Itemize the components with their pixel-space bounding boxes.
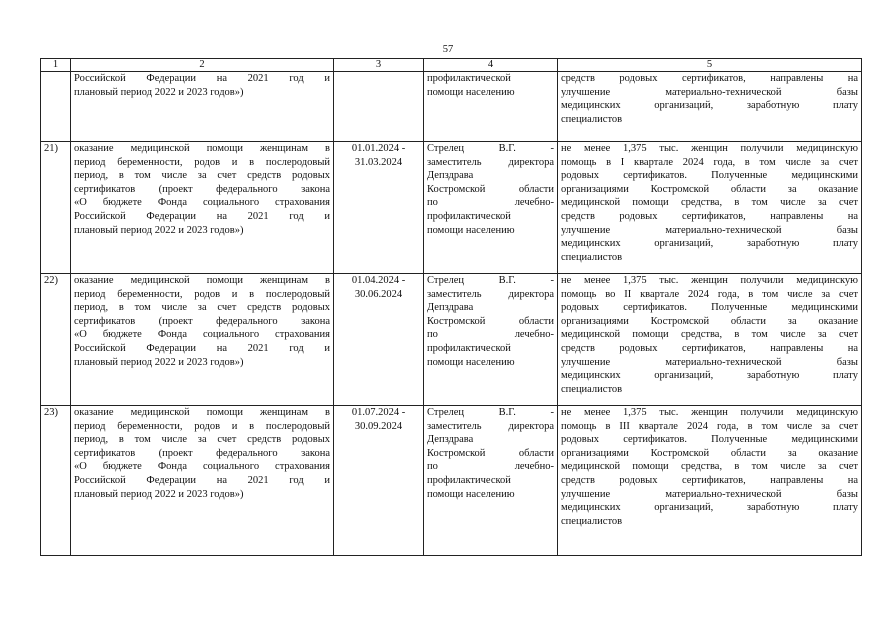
- measure-cell-line: сертификатов (проект федерального закона: [74, 447, 330, 459]
- responsible-cell-line: Депздрава: [427, 302, 474, 314]
- result-cell-line: медицинских организаций, заработную плату: [561, 370, 858, 382]
- result-cell-line: улучшение материально-технической базы: [561, 86, 858, 98]
- responsible-cell-line: по лечебно-: [427, 329, 554, 341]
- responsible-cell-line: Стрелец В.Г. -: [427, 407, 554, 418]
- plan-table: [40, 58, 862, 556]
- result-cell-line: медицинских организаций, заработную плату: [561, 100, 858, 112]
- measure-cell-line: оказание медицинской помощи женщинам в: [74, 143, 330, 154]
- measure-cell-line: Российской Федерации на 2021 год и: [74, 474, 330, 486]
- result-cell: [558, 274, 862, 406]
- measure-cell-line: оказание медицинской помощи женщинам в: [74, 407, 330, 418]
- measure-cell-line: «О бюджете Фонда социального страхования: [74, 197, 330, 209]
- result-cell-line: организациями Костромской области за оказание: [561, 315, 858, 327]
- measure-cell-line: период беременности, родов и в послеродовый: [74, 420, 330, 432]
- measure-cell-line: плановый период 2022 и 2023 годов»): [74, 224, 244, 236]
- measure-cell-line: Российской Федерации на 2021 год и: [74, 210, 330, 222]
- measure-cell-line: плановый период 2022 и 2023 годов»): [74, 356, 244, 368]
- measure-cell: [71, 406, 334, 556]
- result-cell-line: организациями Костромской области за оказание: [561, 447, 858, 459]
- header-col-2: 2: [71, 59, 334, 72]
- result-cell: [558, 406, 862, 556]
- period-cell-line: 01.01.2024 -: [351, 143, 406, 154]
- row-number: [41, 72, 71, 142]
- result-cell-line: улучшение материально-технической базы: [561, 224, 858, 236]
- result-cell-line: улучшение материально-технической базы: [561, 356, 858, 368]
- header-col-5: 5: [558, 59, 862, 72]
- responsible-cell-line: Депздрава: [427, 170, 474, 182]
- responsible-cell-line: Костромской области: [427, 183, 554, 195]
- measure-cell-line: сертификатов (проект федерального закона: [74, 315, 330, 327]
- responsible-cell: [424, 142, 558, 274]
- responsible-cell-line: Костромской области: [427, 447, 554, 459]
- responsible-cell-line: по лечебно-: [427, 461, 554, 473]
- measure-cell-line: плановый период 2022 и 2023 годов»): [74, 488, 244, 500]
- table-row: [41, 274, 862, 406]
- page-number: 57: [442, 44, 454, 55]
- row-number: 23): [41, 406, 71, 556]
- responsible-cell-line: Костромской области: [427, 315, 554, 327]
- result-cell-line: родовых сертификатов. Полученные медицинскими: [561, 302, 858, 314]
- result-cell-line: медицинской помощи средства, в том числе за счет: [561, 197, 858, 209]
- measure-cell-line: «О бюджете Фонда социального страхования: [74, 461, 330, 473]
- result-cell-line: медицинских организаций, заработную плату: [561, 502, 858, 514]
- responsible-cell-line: помощи населению: [427, 86, 515, 98]
- row-number: 21): [41, 142, 71, 274]
- result-cell-line: улучшение материально-технической базы: [561, 488, 858, 500]
- result-cell-line: средств родовых сертификатов, направлены на: [561, 474, 858, 486]
- measure-cell-line: период, в том числе за счет средств родовых: [74, 170, 330, 182]
- result-cell-line: медицинской помощи средства, в том числе за счет: [561, 329, 858, 341]
- responsible-cell: [424, 72, 558, 142]
- responsible-cell-line: по лечебно-: [427, 197, 554, 209]
- measure-cell: [71, 72, 334, 142]
- result-cell-line: помощь в I квартале 2024 года, в том числе за счет: [561, 156, 858, 168]
- responsible-cell-line: профилактической: [427, 342, 511, 354]
- header-col-3: 3: [334, 59, 424, 72]
- period-cell: [334, 142, 424, 274]
- measure-cell-line: оказание медицинской помощи женщинам в: [74, 275, 330, 286]
- responsible-cell-line: заместитель директора: [427, 156, 554, 168]
- row-number: 22): [41, 274, 71, 406]
- responsible-cell-line: помощи населению: [427, 224, 515, 236]
- result-cell-line: медицинских организаций, заработную плату: [561, 238, 858, 250]
- result-cell-line: специалистов: [561, 383, 623, 395]
- responsible-cell-line: помощи населению: [427, 356, 515, 368]
- result-cell-line: средств родовых сертификатов, направлены на: [561, 210, 858, 222]
- result-cell-line: помощь в III квартале 2024 года, в том числе за счет: [561, 420, 858, 432]
- period-cell-line: 30.09.2024: [354, 420, 403, 432]
- measure-cell-line: сертификатов (проект федерального закона: [74, 183, 330, 195]
- measure-cell-line: период беременности, родов и в послеродовый: [74, 288, 330, 300]
- table-row: [41, 406, 862, 556]
- responsible-cell-line: Стрелец В.Г. -: [427, 275, 554, 286]
- measure-cell: [71, 142, 334, 274]
- period-cell-line: 01.04.2024 -: [351, 275, 406, 286]
- period-cell: [334, 274, 424, 406]
- responsible-cell-line: заместитель директора: [427, 420, 554, 432]
- responsible-cell-line: профилактической: [427, 474, 511, 486]
- responsible-cell-line: Депздрава: [427, 434, 474, 446]
- responsible-cell-line: профилактической: [427, 73, 511, 84]
- result-cell-line: специалистов: [561, 515, 623, 527]
- header-row: [41, 59, 862, 72]
- result-cell-line: помощь во II квартале 2024 года, в том числе за счет: [561, 288, 858, 300]
- period-cell-line: 01.07.2024 -: [351, 407, 406, 418]
- measure-cell-line: «О бюджете Фонда социального страхования: [74, 329, 330, 341]
- result-cell-line: родовых сертификатов. Полученные медицинскими: [561, 170, 858, 182]
- result-cell-line: средств родовых сертификатов, направлены на: [561, 73, 858, 84]
- result-cell-line: средств родовых сертификатов, направлены на: [561, 342, 858, 354]
- result-cell-line: родовых сертификатов. Полученные медицинскими: [561, 434, 858, 446]
- result-cell: [558, 72, 862, 142]
- period-cell: [334, 72, 424, 142]
- measure-cell-line: Российской Федерации на 2021 год и: [74, 342, 330, 354]
- result-cell-line: специалистов: [561, 251, 623, 263]
- period-cell-line: 31.03.2024: [354, 156, 403, 168]
- result-cell-line: не менее 1,375 тыс. женщин получили медицинскую: [561, 275, 858, 286]
- header-col-1: 1: [41, 59, 71, 72]
- responsible-cell-line: Стрелец В.Г. -: [427, 143, 554, 154]
- table-row: [41, 72, 862, 142]
- result-cell-line: не менее 1,375 тыс. женщин получили медицинскую: [561, 407, 858, 418]
- responsible-cell: [424, 274, 558, 406]
- result-cell-line: не менее 1,375 тыс. женщин получили медицинскую: [561, 143, 858, 154]
- result-cell-line: организациями Костромской области за оказание: [561, 183, 858, 195]
- responsible-cell-line: помощи населению: [427, 488, 515, 500]
- period-cell-line: 30.06.2024: [354, 288, 403, 300]
- responsible-cell-line: профилактической: [427, 210, 511, 222]
- responsible-cell: [424, 406, 558, 556]
- measure-cell-line: период, в том числе за счет средств родовых: [74, 434, 330, 446]
- result-cell: [558, 142, 862, 274]
- measure-cell-line: период, в том числе за счет средств родовых: [74, 302, 330, 314]
- measure-cell-line: плановый период 2022 и 2023 годов»): [74, 86, 244, 98]
- period-cell: [334, 406, 424, 556]
- responsible-cell-line: заместитель директора: [427, 288, 554, 300]
- measure-cell: [71, 274, 334, 406]
- measure-cell-line: период беременности, родов и в послеродовый: [74, 156, 330, 168]
- measure-cell-line: Российской Федерации на 2021 год и: [74, 73, 330, 84]
- result-cell-line: специалистов: [561, 113, 623, 125]
- result-cell-line: медицинской помощи средства, в том числе за счет: [561, 461, 858, 473]
- header-col-4: 4: [424, 59, 558, 72]
- table-row: [41, 142, 862, 274]
